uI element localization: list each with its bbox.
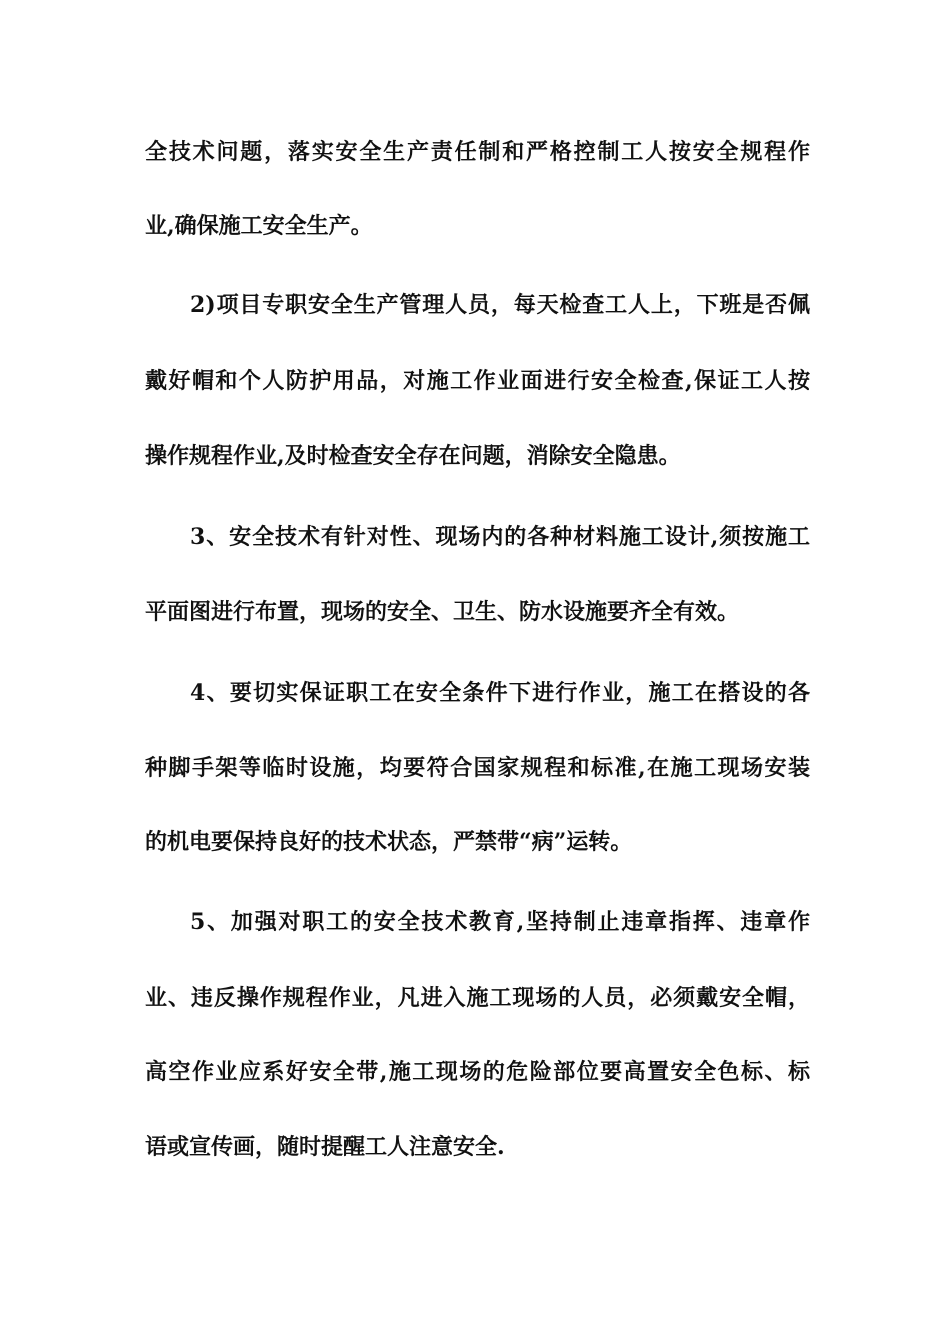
paragraph-line: 2)项目专职安全生产管理人员，每天检查工人上，下班是否佩 <box>190 292 810 318</box>
paragraph-line: 3、安全技术有针对性、现场内的各种材料施工设计,须按施工 <box>190 524 810 550</box>
paragraph-line: 的机电要保持良好的技术状态，严禁带“病”运转。 <box>145 829 633 855</box>
paragraph-line: 全技术问题，落实安全生产责任制和严格控制工人按安全规程作 <box>145 139 810 165</box>
paragraph-line: 4、要切实保证职工在安全条件下进行作业，施工在搭设的各 <box>190 680 810 706</box>
paragraph-line: 种脚手架等临时设施，均要符合国家规程和标准,在施工现场安装 <box>145 755 810 781</box>
paragraph-line: 5、加强对职工的安全技术教育,坚持制止违章指挥、违章作 <box>190 909 810 935</box>
paragraph-line: 戴好帽和个人防护用品，对施工作业面进行安全检查,保证工人按 <box>145 368 810 394</box>
paragraph-line: 业、违反操作规程作业，凡进入施工现场的人员，必须戴安全帽， <box>145 985 810 1011</box>
paragraph-line: 平面图进行布置，现场的安全、卫生、防水设施要齐全有效。 <box>145 599 740 625</box>
paragraph-line: 业,确保施工安全生产。 <box>145 213 373 239</box>
paragraph-line: 高空作业应系好安全带,施工现场的危险部位要高置安全色标、标 <box>145 1059 810 1085</box>
paragraph-line: 语或宣传画，随时提醒工人注意安全. <box>145 1134 505 1160</box>
paragraph-line: 操作规程作业,及时检查安全存在问题，消除安全隐患。 <box>145 443 681 469</box>
